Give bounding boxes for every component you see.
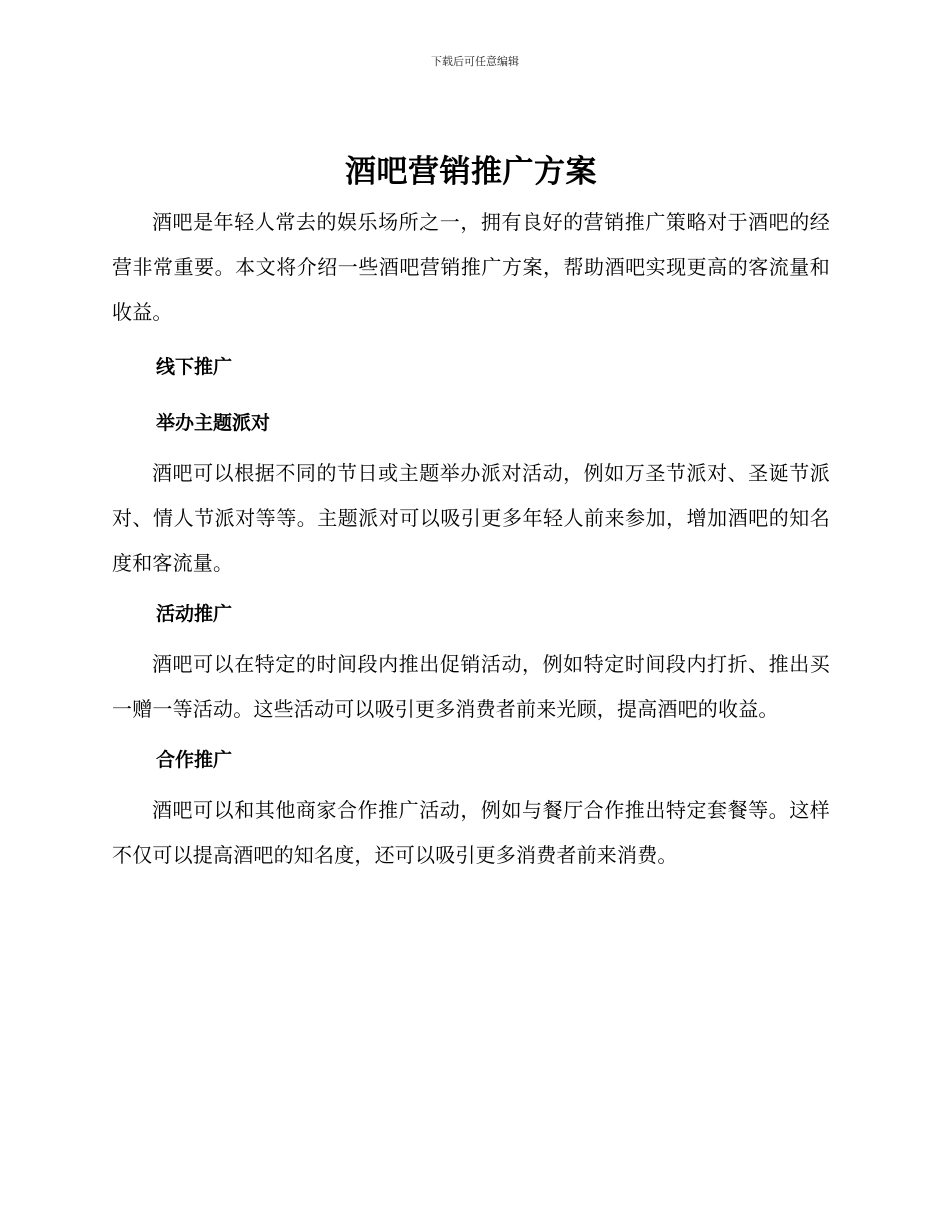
intro-paragraph: 酒吧是年轻人常去的娱乐场所之一，拥有良好的营销推广策略对于酒吧的经营非常重要。本文将介绍一些酒吧营销推广方案，帮助酒吧实现更高的客流量和收益。 [112, 210, 830, 324]
header-note: 下载后可任意编辑 [431, 55, 519, 68]
section-body-partner-promotion: 酒吧可以和其他商家合作推广活动，例如与餐厅合作推出特定套餐等。这样不仅可以提高酒吧的知名度，还可以吸引更多消费者前来消费。 [112, 798, 830, 867]
document-body [112, 150, 830, 878]
section-body-theme-party: 酒吧可以根据不同的节日或主题举办派对活动，例如万圣节派对、圣诞节派对、情人节派对等等。主题派对可以吸引更多年轻人前来参加，增加酒吧的知名度和客流量。 [112, 461, 830, 575]
section-heading-event-promotion: 活动推广 [156, 603, 233, 625]
section-heading-partner-promotion: 合作推广 [156, 749, 233, 771]
section-heading-offline: 线下推广 [156, 356, 233, 378]
section-heading-theme-party: 举办主题派对 [156, 412, 271, 434]
section-body-event-promotion: 酒吧可以在特定的时间段内推出促销活动，例如特定时间段内打折、推出买一赠一等活动。这些活动可以吸引更多消费者前来光顾，提高酒吧的收益。 [112, 652, 830, 721]
document-title: 酒吧营销推广方案 [345, 154, 597, 190]
